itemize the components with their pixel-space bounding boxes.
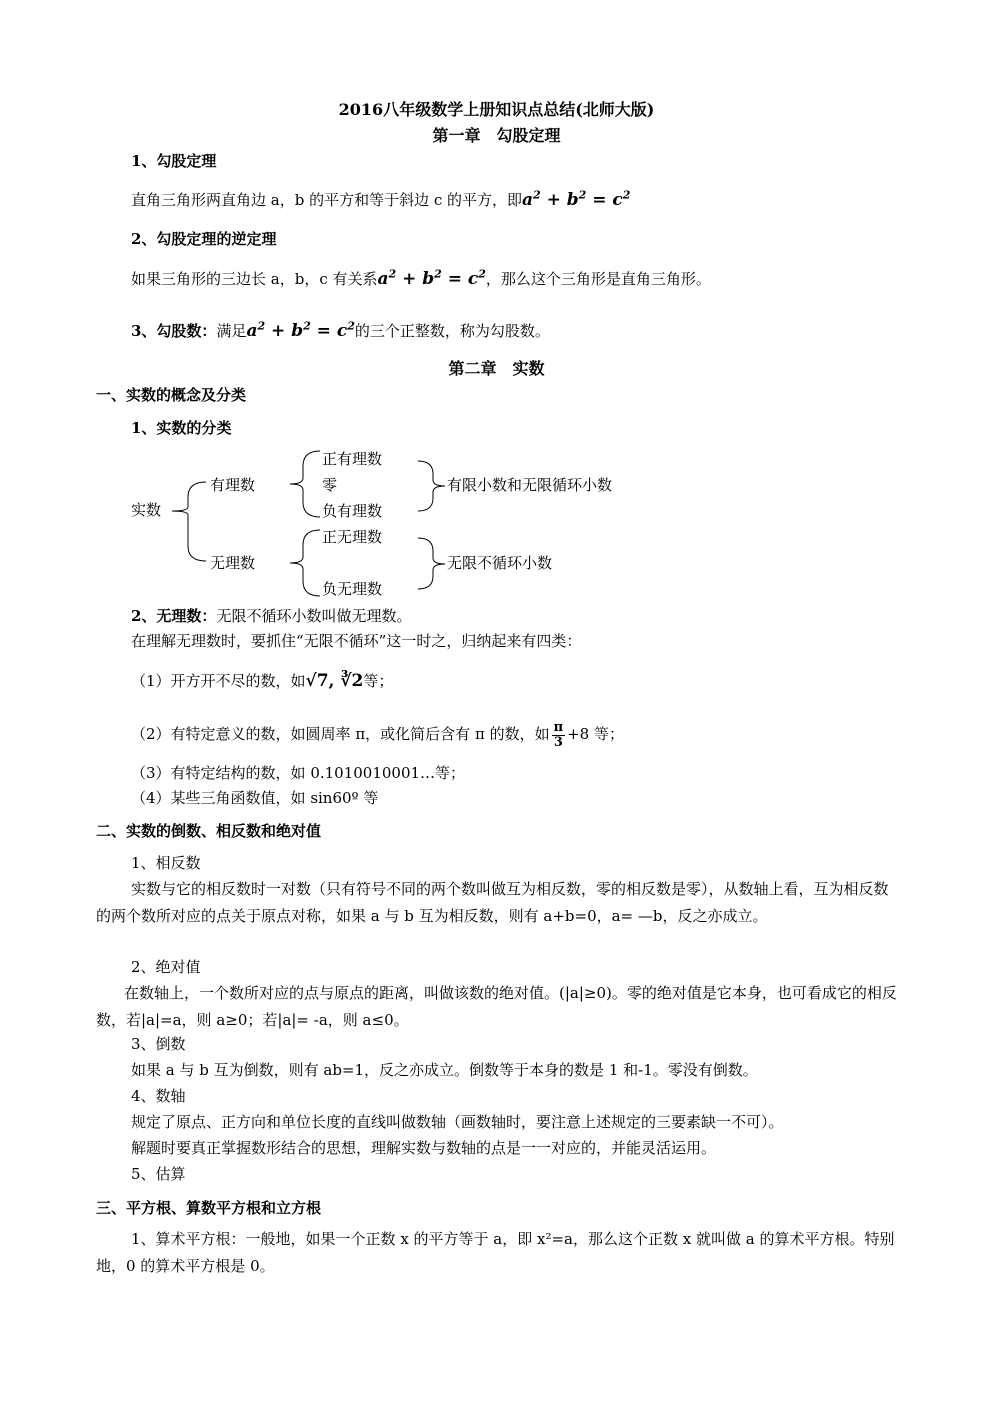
pi-over-3-fraction bbox=[552, 721, 566, 750]
tree-rational-note: 有限小数和无限循环小数 bbox=[447, 476, 613, 494]
chapter-2-title: 第二章 实数 bbox=[448, 359, 545, 378]
opposite-number-heading: 1、相反数 bbox=[131, 854, 201, 872]
roots-example: √7, ∛2 bbox=[305, 671, 364, 691]
irrational-type-4: （4）某些三角函数值，如 sin60º 等 bbox=[131, 789, 379, 807]
pythagoras-formula: $a^2 + b^2 = c^2$ bbox=[246, 319, 355, 341]
tree-rational-number: 有理数 bbox=[210, 476, 256, 494]
section-pythagorean-theorem-heading: 1、勾股定理 bbox=[131, 152, 217, 170]
arithmetic-square-root-text: 1、算术平方根：一般地，如果一个正数 x 的平方等于 a，即 x²=a，那么这个正数 x 就叫做 a 的算术平方根。特别地，0 的算术平方根是 0。 bbox=[96, 1230, 895, 1275]
irrational-definition bbox=[131, 606, 411, 626]
pythagoras-formula: $a^2 + b^2 = c^2$ bbox=[377, 267, 486, 289]
tree-irrational-number: 无理数 bbox=[210, 554, 256, 572]
triples-text-end: 的三个正整数，称为勾股数。 bbox=[354, 322, 550, 340]
irrational-type-3: （3）有特定结构的数，如 0.1010010001…等； bbox=[131, 764, 466, 782]
pythagoras-formula: $a^2 + b^2 = c^2$ bbox=[522, 188, 631, 210]
number-line-text-1: 规定了原点、正方向和单位长度的直线叫做数轴（画数轴时，要注意上述规定的三要素缺一不可）。 bbox=[131, 1113, 784, 1131]
document-title: 2016八年级数学上册知识点总结(北师大版) bbox=[338, 100, 655, 119]
tree-positive-rational: 正有理数 bbox=[322, 450, 383, 468]
part-2-heading: 二、实数的倒数、相反数和绝对值 bbox=[96, 822, 322, 840]
triples-text-start: 满足 bbox=[216, 322, 247, 340]
fraction-numerator: π bbox=[553, 719, 564, 735]
part-1-heading: 一、实数的概念及分类 bbox=[96, 386, 247, 404]
irrational-type-2-end: +8 等； bbox=[567, 725, 624, 743]
chapter-1-title: 第一章 勾股定理 bbox=[432, 126, 561, 145]
irrational-type-1-text: （1）开方开不尽的数，如 bbox=[131, 672, 306, 690]
section-converse-heading: 2、勾股定理的逆定理 bbox=[131, 230, 277, 248]
irrational-heading: 2、无理数： bbox=[131, 607, 217, 625]
irrational-type-2 bbox=[131, 712, 624, 756]
tree-negative-irrational: 负无理数 bbox=[322, 580, 383, 598]
number-line-text-2: 解题时要真正掌握数形结合的思想，理解实数与数轴的点是一一对应的，并能灵活运用。 bbox=[131, 1139, 717, 1157]
absolute-value-text: 在数轴上，一个数所对应的点与原点的距离，叫做该数的绝对值。(|a|≥0)。零的绝对值是它本身，也可看成它的相反数，若|a|=a，则 a≥0；若|a|= -a，则 a≤0。 bbox=[96, 984, 897, 1029]
pythagorean-theorem-statement: 直角三角形两直角边 a，b 的平方和等于斜边 c 的平方，即 bbox=[131, 191, 523, 209]
converse-text-start: 如果三角形的三边长 a，b，c 有关系 bbox=[131, 270, 378, 288]
real-number-classification-heading: 1、实数的分类 bbox=[131, 419, 232, 437]
converse-text-end: ，那么这个三角形是直角三角形。 bbox=[485, 270, 711, 288]
pythagorean-triples-heading: 3、勾股数： bbox=[131, 322, 217, 340]
opposite-number-text: 实数与它的相反数时一对数（只有符号不同的两个数叫做互为相反数，零的相反数是零），从数轴上看，互为相反数的两个数所对应的点关于原点对称，如果 a 与 b 互为相反数，则有 a+b=0，a= —b，反之亦成立。 bbox=[96, 880, 889, 925]
tree-positive-irrational: 正无理数 bbox=[322, 528, 383, 546]
reciprocal-heading: 3、倒数 bbox=[131, 1035, 186, 1053]
part-3-heading: 三、平方根、算数平方根和立方根 bbox=[96, 1199, 322, 1217]
estimation-heading: 5、估算 bbox=[131, 1165, 186, 1183]
number-line-heading: 4、数轴 bbox=[131, 1087, 186, 1105]
fraction-denominator: 3 bbox=[553, 734, 563, 750]
reciprocal-text: 如果 a 与 b 互为倒数，则有 ab=1，反之亦成立。倒数等于本身的数是 1 和-1。零没有倒数。 bbox=[131, 1061, 758, 1079]
irrational-type-2-text: （2）有特定意义的数，如圆周率 π，或化简后含有 π 的数，如 bbox=[131, 725, 550, 743]
tree-zero: 零 bbox=[322, 476, 338, 494]
irrational-type-1-end: 等； bbox=[363, 672, 394, 690]
absolute-value-heading: 2、绝对值 bbox=[131, 958, 201, 976]
irrational-intro: 在理解无理数时，要抓住“无限不循环”这一时之，归纳起来有四类： bbox=[131, 632, 582, 650]
tree-negative-rational: 负有理数 bbox=[322, 502, 383, 520]
irrational-definition-text: 无限不循环小数叫做无理数。 bbox=[216, 607, 412, 625]
irrational-type-1 bbox=[131, 671, 393, 691]
tree-real-number: 实数 bbox=[131, 501, 162, 519]
tree-irrational-note: 无限不循环小数 bbox=[447, 554, 553, 572]
